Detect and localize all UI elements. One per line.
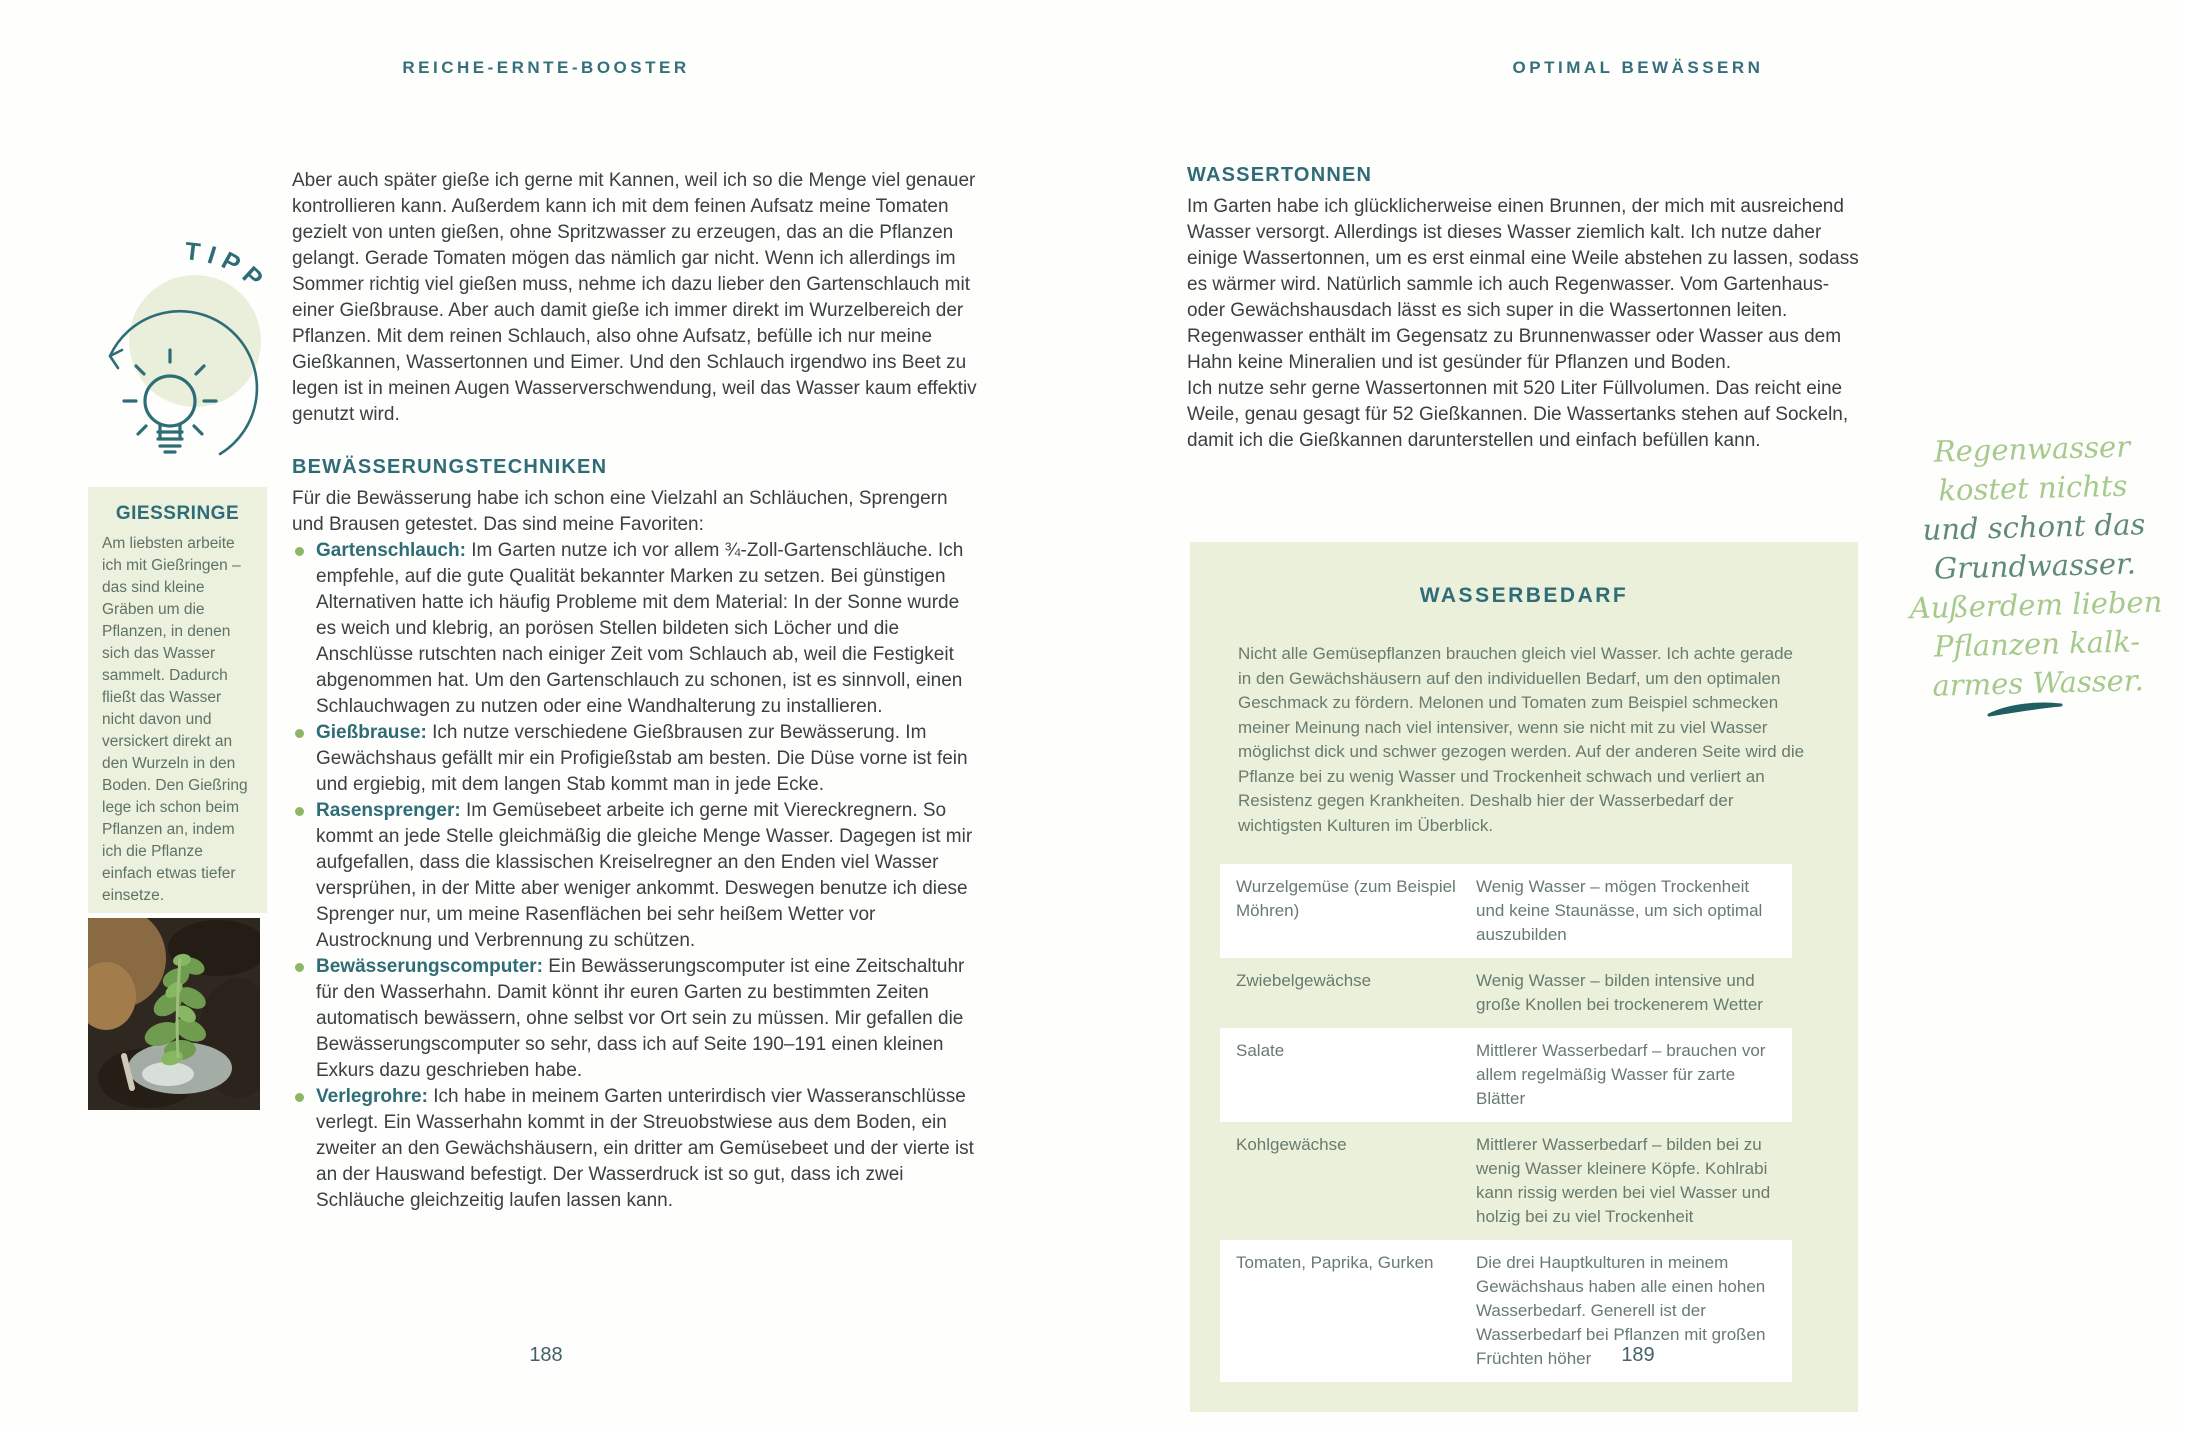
tip-box-text: Am liebsten arbeite ich mit Gießringen – das sind kleine Gräben um die Pflanzen, in denen sich das Wasser sammelt. Dadurch fließt das Wasser nicht davon und versickert direkt an den Wurzeln in den Boden. Den Gießring lege ich schon beim Pflanzen an, indem ich die Pflanze einfach etwas tiefer einsetze. (102, 535, 248, 904)
tip-badge (80, 238, 290, 478)
left-running-head: REICHE-ERNTE-BOOSTER (402, 58, 690, 77)
water-needs-panel (1190, 542, 1858, 1412)
techniques-intro: Für die Bewässerung habe ich schon eine Vielzahl an Schläuchen, Sprengern und Brausen getestet. Das sind meine Favoriten: (292, 488, 948, 535)
table-row (1220, 1240, 1792, 1382)
water-needs-table (1220, 864, 1792, 1382)
margin-note-line: und schont das (1922, 507, 2146, 547)
water-needs-title: WASSERBEDARF (1419, 584, 1629, 607)
table-row (1220, 864, 1792, 958)
technique-text: Ein Bewässerungscomputer ist eine Zeitschaltuhr für den Wasserhahn. Damit könnt ihr euren Garten zu bestimmten Zeiten automatisch bewässern, ohne selbst vor Ort sein zu müssen. Mir gefallen die Bewässerungscomputer so sehr, dass ich auf Seite 190–191 einen kleinen Exkurs dazu geschrieben habe. (316, 956, 965, 1081)
need-cell: Die drei Hauptkulturen in meinem Gewächshaus haben alle einen hohen Wasserbedarf. Generell ist der Wasserbedarf bei Pflanzen mit großen Früchten höher (1476, 1253, 1766, 1368)
margin-note-line: Außerdem lieben (1909, 584, 2163, 626)
margin-note-line: Pflanzen kalk- (1933, 624, 2141, 664)
bullet-icon (295, 1093, 304, 1102)
list-item (292, 954, 982, 1084)
table-row (1220, 1028, 1792, 1122)
watertanks-paragraph-2: Ich nutze sehr gerne Wassertonnen mit 520 Liter Füllvolumen. Das reicht eine Weile, genau gesagt für 52 Gießkannen. Die Wassertanks stehen auf Sockeln, damit ich die Gießkannen darunterstellen und einfach befüllen kann. (1187, 378, 1849, 451)
right-page-number: 189 (1621, 1344, 1655, 1366)
list-item (292, 538, 982, 720)
intro-paragraph: Aber auch später gieße ich gerne mit Kannen, weil ich so die Menge viel genauer kontrollieren kann. Außerdem kann ich mit dem feinen Aufsatz meine Tomaten gezielt von unten gießen, ohne Spritzwasser zu erzeugen, das an die Pflanzen gelangt. Gerade Tomaten mögen das nämlich gar nicht. Wenn ich allerdings im Sommer richtig viel gießen muss, nehme ich dazu lieber den Gartenschlauch mit einer Gießbrause. Aber auch damit gieße ich immer direkt im Wurzelbereich der Pflanzen. Mit dem reinen Schlauch, also ohne Aufsatz, befülle ich nur meine Gießkannen, Wassertonnen und Eimer. Und den Schlauch irgendwo ins Beet zu legen ist in meinen Augen Wasserverschwendung, weil das Wasser kaum effektiv genutzt wird. (292, 170, 977, 425)
watertanks-heading: WASSERTONNEN (1187, 164, 1373, 186)
bullet-icon (295, 807, 304, 816)
technique-term: Rasensprenger: (316, 800, 461, 821)
bullet-icon (295, 547, 304, 556)
technique-text: Ich nutze verschiedene Gießbrausen zur Bewässerung. Im Gewächshaus gefällt mir ein Profigießstab am besten. Die Düse vorne ist fein und ergiebig, mit dem langen Stab kommt man in jede Ecke. (316, 722, 968, 795)
table-row (1220, 958, 1792, 1028)
left-text-column (292, 168, 982, 1214)
giessringe-tip-box (88, 487, 267, 913)
table-row (1220, 1122, 1792, 1240)
technique-term: Gießbrause: (316, 722, 427, 743)
list-item (292, 1084, 982, 1214)
list-item (292, 720, 982, 798)
techniques-list (292, 538, 982, 1214)
culture-cell: Tomaten, Paprika, Gurken (1236, 1253, 1434, 1272)
right-text-column (1187, 162, 1863, 454)
technique-term: Verlegrohre: (316, 1086, 428, 1107)
technique-text: Ich habe in meinem Garten unterirdisch vier Wasseranschlüsse verlegt. Ein Wasserhahn kommt in der Streuobstwiese aus dem Boden, ein zweiter an den Gewächshäusern, ein dritter am Gemüsebeet und der vierte ist an der Hauswand befestigt. Der Wasserdruck ist so gut, dass ich zwei Schläuche gleichzeitig laufen lassen kann. (316, 1086, 974, 1211)
technique-text: Im Garten nutze ich vor allem ¾-Zoll-Gartenschläuche. Ich empfehle, auf die gute Qualität bekannter Marken zu setzen. Bei günstigen Alternativen hatte ich häufig Probleme mit dem Material: In der Sonne wurde es weich und klebrig, an porösen Stellen bildeten sich Löcher und die Anschlüsse rutschten nach einiger Zeit vom Schlauch ab, weil die Festigkeit abgenommen hat. Um den Gartenschlauch zu schonen, ist es sinnvoll, einen Schlauchwagen zu nutzen oder eine Wandhalterung zu installieren. (316, 540, 964, 717)
list-item (292, 798, 982, 954)
margin-note-line: kostet nichts (1938, 468, 2128, 508)
underline-stroke-icon (1985, 698, 2065, 722)
culture-cell: Zwiebelgewächse (1236, 971, 1372, 990)
culture-cell: Salate (1236, 1041, 1285, 1060)
water-needs-intro: Nicht alle Gemüsepflanzen brauchen gleich viel Wasser. Ich achte gerade in den Gewächshäusern auf den individuellen Bedarf, um den optimalen Geschmack zu fördern. Melonen und Tomaten zum Beispiel schmecken meiner Meinung nach viel intensiver, wenn sie nicht mit zu viel Wasser möglichst dick und schwer gezogen werden. Auf der anderen Seite wird die Pflanze bei zu wenig Wasser und Trockenheit schwach und verliert an Resistenz gegen Krankheiten. Deshalb hier der Wasserbedarf der wichtigsten Kulturen im Überblick. (1238, 644, 1805, 835)
watertanks-paragraph-1: Im Garten habe ich glücklicherweise einen Brunnen, der mich mit ausreichend Wasser versorgt. Allerdings ist dieses Wasser ziemlich kalt. Ich nutze daher einige Wassertonnen, um es erst einmal eine Weile abstehen zu lassen, sodass es wärmer wird. Natürlich sammle ich auch Regenwasser. Vom Gartenhaus- oder Gewächshausdach lässt es sich super in die Wassertonnen leiten. Regenwasser enthält im Gegensatz zu Brunnenwasser oder Wasser aus dem Hahn keine Mineralien und ist gesünder für Pflanzen und Boden. (1187, 196, 1859, 373)
tip-box-title: GIESSRINGE (115, 503, 240, 524)
culture-cell: Wurzelgemüse (zum Beispiel Möhren) (1236, 877, 1456, 920)
techniques-heading: BEWÄSSERUNGSTECHNIKEN (292, 456, 608, 478)
right-running-head: OPTIMAL BEWÄSSERN (1512, 58, 1764, 77)
technique-term: Gartenschlauch: (316, 540, 466, 561)
margin-note-line: Grundwasser. (1933, 546, 2137, 586)
seedling-photo-image (88, 918, 260, 1110)
bullet-icon (295, 963, 304, 972)
margin-note (1881, 426, 2185, 707)
tip-badge-label: TIPP (183, 238, 274, 298)
seedling-photo (88, 918, 260, 1110)
margin-note-line: armes Wasser. (1931, 663, 2145, 703)
need-cell: Mittlerer Wasserbedarf – brauchen vor allem regelmäßig Wasser für zarte Blätter (1476, 1041, 1766, 1108)
margin-note-line: Regenwasser (1933, 429, 2131, 469)
culture-cell: Kohlgewächse (1236, 1135, 1347, 1154)
bullet-icon (295, 729, 304, 738)
left-page-number: 188 (529, 1344, 563, 1366)
lightbulb-tip-icon (80, 238, 290, 478)
need-cell: Wenig Wasser – mögen Trockenheit und keine Staunässe, um sich optimal auszubilden (1476, 877, 1763, 944)
need-cell: Wenig Wasser – bilden intensive und große Knollen bei trockenerem Wetter (1476, 971, 1763, 1014)
technique-text: Im Gemüsebeet arbeite ich gerne mit Viereckregnern. So kommt an jede Stelle gleichmäßig die gleiche Menge Wasser. Dagegen ist mir aufgefallen, dass die klassischen Kreiselregner an den Enden viel Wasser versprühen, in der Mitte aber weniger ankommt. Deswegen benutze ich diese Sprenger nur, um meine Rasenflächen bei sehr heißem Wetter vor Austrocknung und Verbrennung zu schützen. (316, 800, 973, 951)
technique-term: Bewässerungscomputer: (316, 956, 544, 977)
need-cell: Mittlerer Wasserbedarf – bilden bei zu wenig Wasser kleinere Köpfe. Kohlrabi kann rissig werden bei viel Wasser und holzig bei zu viel Trockenheit (1476, 1135, 1771, 1226)
